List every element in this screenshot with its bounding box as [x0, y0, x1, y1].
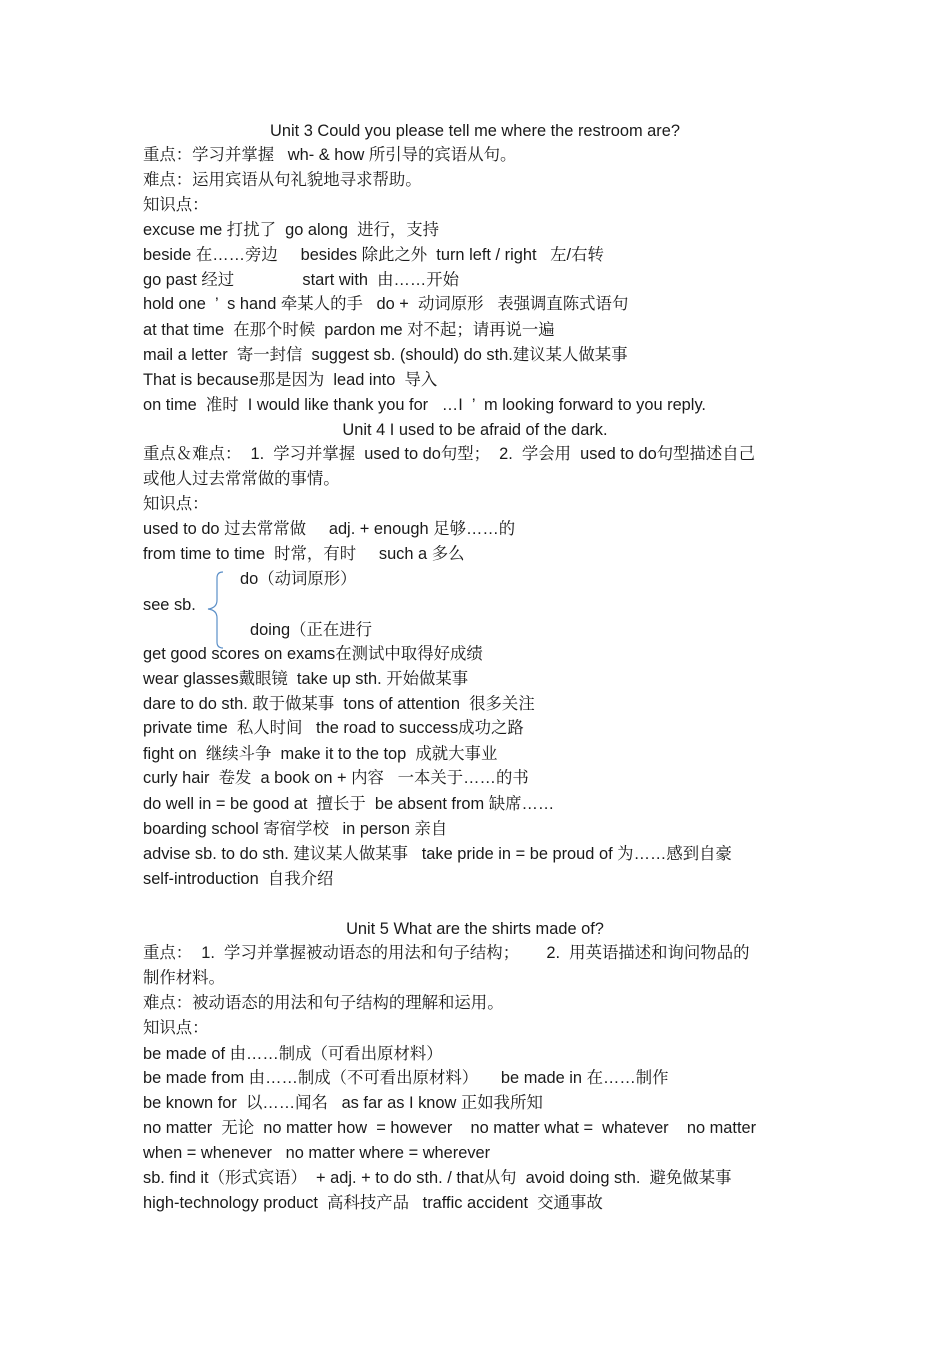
unit3-line: at that time 在那个时候 pardon me 对不起；请再说一遍 — [143, 321, 555, 339]
unit4-line: self-introduction 自我介绍 — [143, 870, 334, 888]
unit4-title: Unit 4 I used to be afraid of the dark. — [342, 421, 608, 439]
unit4-line: from time to time 时常，有时 such a 多么 — [143, 545, 465, 563]
unit5-line: sb. find it（形式宾语） + adj. + to do sth. / that从句 avoid doing sth. 避免做某事 — [143, 1169, 732, 1187]
unit5-line: no matter 无论 no matter how = however no matter what = whatever no matter — [143, 1119, 757, 1137]
unit3-line: on time 准时 I would like thank you for …I ’ m looking forward to you reply. — [143, 396, 706, 414]
unit4-knowledge-label: 知识点： — [143, 495, 209, 513]
unit3-line: excuse me 打扰了 go along 进行，支持 — [143, 221, 440, 239]
unit3-knowledge-label: 知识点： — [143, 196, 209, 214]
unit4-line: private time 私人时间 the road to success成功之路 — [143, 719, 524, 737]
unit5-knowledge-label: 知识点： — [143, 1019, 209, 1037]
unit5-focus-line1: 重点： 1. 学习并掌握被动语态的用法和句子结构； 2. 用英语描述和询问物品的 — [143, 944, 750, 962]
unit4-line: do well in = be good at 擅长于 be absent from 缺席…… — [143, 795, 555, 813]
unit3-line: That is because那是因为 lead into 导入 — [143, 371, 438, 389]
unit4-line: boarding school 寄宿学校 in person 亲自 — [143, 820, 448, 838]
unit3-line: beside 在……旁边 besides 除此之外 turn left / right 左/右转 — [143, 246, 604, 264]
unit4-line: get good scores on exams在测试中取得好成绩 — [143, 645, 483, 663]
unit5-difficulty: 难点：被动语态的用法和句子结构的理解和运用。 — [143, 994, 504, 1012]
unit5-line: high-technology product 高科技产品 traffic accident 交通事故 — [143, 1194, 603, 1212]
unit3-title: Unit 3 Could you please tell me where the restroom are? — [270, 122, 680, 140]
unit4-line: advise sb. to do sth. 建议某人做某事 take pride in = be proud of 为……感到自豪 — [143, 845, 732, 863]
unit5-line: be known for 以……闻名 as far as I know 正如我所知 — [143, 1094, 543, 1112]
see-sb-doing-option: doing（正在进行 — [250, 621, 373, 639]
unit4-line: curly hair 卷发 a book on + 内容 一本关于……的书 — [143, 769, 529, 787]
unit4-line: fight on 继续斗争 make it to the top 成就大事业 — [143, 745, 498, 763]
unit3-line: go past 经过 start with 由……开始 — [143, 271, 460, 289]
unit5-line: be made from 由……制成（不可看出原材料） be made in 在……制作 — [143, 1069, 669, 1087]
see-sb-label: see sb. — [143, 596, 196, 614]
unit3-line: hold one ’ s hand 牵某人的手 do + 动词原形 表强调直陈式语句 — [143, 295, 629, 313]
unit3-line: mail a letter 寄一封信 suggest sb. (should) do sth.建议某人做某事 — [143, 346, 628, 364]
curly-brace-icon — [205, 570, 227, 650]
unit4-line: wear glasses戴眼镜 take up sth. 开始做某事 — [143, 670, 469, 688]
unit5-focus-line2: 制作材料。 — [143, 969, 225, 987]
unit5-title: Unit 5 What are the shirts made of? — [346, 920, 604, 938]
unit5-line: be made of 由……制成（可看出原材料） — [143, 1045, 443, 1063]
unit3-difficulty: 难点：运用宾语从句礼貌地寻求帮助。 — [143, 171, 422, 189]
see-sb-do-option: do（动词原形） — [240, 570, 357, 588]
unit4-line: dare to do sth. 敢于做某事 tons of attention 很多关注 — [143, 695, 535, 713]
unit3-focus: 重点：学习并掌握 wh- & how 所引导的宾语从句。 — [143, 146, 517, 164]
unit4-focus-line1: 重点＆难点： 1. 学习并掌握 used to do句型； 2. 学会用 used to do句型描述自己 — [143, 445, 756, 463]
unit4-focus-line2: 或他人过去常常做的事情。 — [143, 470, 340, 488]
unit5-line: when = whenever no matter where = wherever — [143, 1144, 491, 1162]
unit4-line: used to do 过去常常做 adj. + enough 足够……的 — [143, 520, 516, 538]
